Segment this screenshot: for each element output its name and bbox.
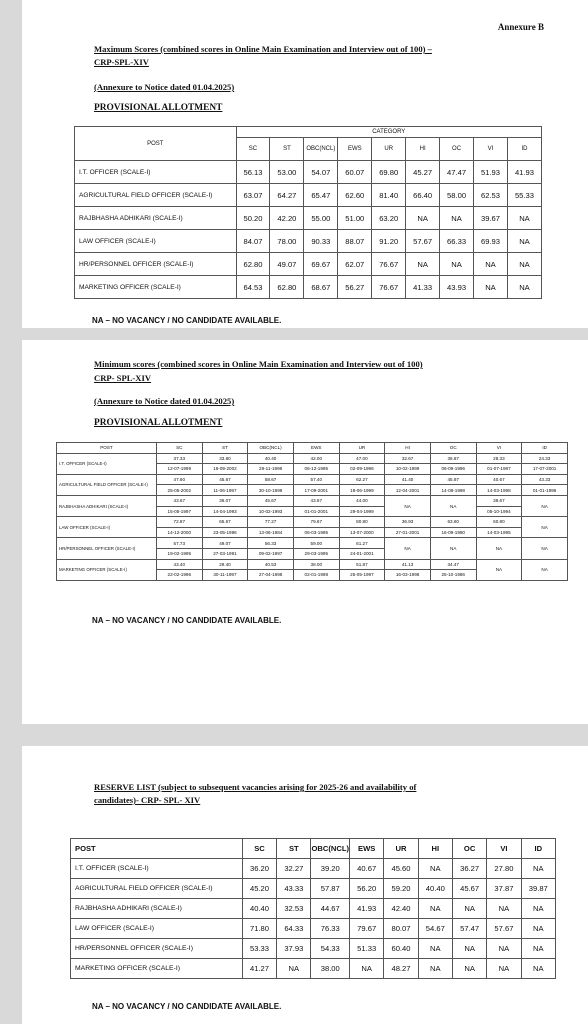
score-cell: 43.40 xyxy=(156,559,202,570)
table-row xyxy=(71,859,556,879)
score-cell: 64.33 xyxy=(277,919,311,939)
date-cell: 25-05-1997 xyxy=(339,570,385,581)
score-cell: NA xyxy=(452,959,486,979)
post-name: LAW OFFICER (SCALE-I) xyxy=(75,230,237,253)
min-scores-table xyxy=(56,442,568,581)
score-cell: 72.87 xyxy=(156,517,202,528)
score-cell: 62.53 xyxy=(474,184,508,207)
table-row xyxy=(75,161,542,184)
date-cell: 29-04-1999 xyxy=(339,506,385,517)
score-cell: 71.80 xyxy=(242,919,276,939)
date-cell: 25-05-2002 xyxy=(156,485,202,496)
score-cell: 69.93 xyxy=(474,230,508,253)
na-note: NA – NO VACANCY / NO CANDIDATE AVAILABLE. xyxy=(92,316,282,325)
score-cell: NA xyxy=(430,495,476,516)
score-cell: 63.60 xyxy=(430,517,476,528)
score-cell: 36.20 xyxy=(242,859,276,879)
date-cell: 29-11-1998 xyxy=(248,464,294,475)
score-cell: 47.47 xyxy=(440,161,474,184)
score-cell: NA xyxy=(430,538,476,559)
score-cell: 38.00 xyxy=(311,959,350,979)
score-cell: NA xyxy=(521,959,555,979)
score-cell: NA xyxy=(487,959,521,979)
score-cell: 62.07 xyxy=(338,253,372,276)
score-cell: NA xyxy=(385,538,431,559)
score-cell: 54.67 xyxy=(418,919,452,939)
date-cell: 27-01-2001 xyxy=(385,527,431,538)
score-cell: 62.60 xyxy=(338,184,372,207)
score-cell: 27.80 xyxy=(487,859,521,879)
table-row xyxy=(57,538,568,549)
date-cell: 10-02-1999 xyxy=(385,464,431,475)
score-cell: 65.47 xyxy=(304,184,338,207)
min-scores-heading: Minimum scores (combined scores in Online Main Examination and Interview out of 100) xyxy=(94,359,423,369)
score-cell: NA xyxy=(418,959,452,979)
score-cell: 54.33 xyxy=(311,939,350,959)
score-cell: NA xyxy=(418,859,452,879)
column-header: OC xyxy=(430,443,476,454)
score-cell: NA xyxy=(476,559,522,580)
score-cell: 41.93 xyxy=(350,899,384,919)
page-section-2 xyxy=(22,340,588,724)
score-cell: 56.27 xyxy=(338,276,372,299)
date-cell: 09-02-1997 xyxy=(248,548,294,559)
date-cell: 14-08-1998 xyxy=(430,485,476,496)
date-cell: 12-07-1999 xyxy=(156,464,202,475)
post-name: AGRICULTURAL FIELD OFFICER (SCALE-I) xyxy=(71,879,243,899)
table-row xyxy=(57,559,568,570)
score-cell: 47.60 xyxy=(156,474,202,485)
column-header: SC xyxy=(236,138,270,161)
score-cell: 29.40 xyxy=(202,559,248,570)
table-row xyxy=(71,959,556,979)
score-cell: NA xyxy=(521,939,555,959)
score-cell: 51.00 xyxy=(338,207,372,230)
score-cell: 51.33 xyxy=(350,939,384,959)
score-cell: 41.33 xyxy=(406,276,440,299)
table-row xyxy=(71,879,556,899)
score-cell: 69.80 xyxy=(372,161,406,184)
date-cell: 14-03-1995 xyxy=(476,527,522,538)
table-row xyxy=(71,939,556,959)
date-cell: 13-06-1984 xyxy=(248,527,294,538)
score-cell: NA xyxy=(522,517,568,538)
max-scores-notice: (Annexure to Notice dated 01.04.2025) xyxy=(94,82,235,92)
score-cell: 53.33 xyxy=(242,939,276,959)
score-cell: 40.40 xyxy=(248,453,294,464)
date-cell: 02-01-1998 xyxy=(293,570,339,581)
score-cell: NA xyxy=(474,253,508,276)
score-cell: 66.33 xyxy=(440,230,474,253)
column-header: HI xyxy=(385,443,431,454)
date-cell: 27-03-1991 xyxy=(202,548,248,559)
score-cell: 91.20 xyxy=(372,230,406,253)
score-cell: 62.27 xyxy=(339,474,385,485)
date-cell: 30-11-1997 xyxy=(202,570,248,581)
post-name: HR/PERSONNEL OFFICER (SCALE-I) xyxy=(71,939,243,959)
score-cell: 40.40 xyxy=(418,879,452,899)
max-scores-allotment: PROVISIONAL ALLOTMENT xyxy=(94,103,223,113)
score-cell: 39.67 xyxy=(474,207,508,230)
score-cell: NA xyxy=(406,253,440,276)
score-cell: 63.20 xyxy=(372,207,406,230)
table-row xyxy=(75,207,542,230)
date-cell: 02-09-1996 xyxy=(339,464,385,475)
score-cell: 81.40 xyxy=(372,184,406,207)
score-cell: 48.27 xyxy=(384,959,418,979)
score-cell: 55.00 xyxy=(304,207,338,230)
date-cell: 01-07-1987 xyxy=(476,464,522,475)
score-cell: 60.40 xyxy=(384,939,418,959)
date-cell: 23-05-1996 xyxy=(202,527,248,538)
score-cell: 40.40 xyxy=(242,899,276,919)
score-cell: NA xyxy=(385,495,431,516)
score-cell: 45.20 xyxy=(242,879,276,899)
date-cell: 27-04-1998 xyxy=(248,570,294,581)
score-cell: NA xyxy=(440,253,474,276)
post-name: LAW OFFICER (SCALE-I) xyxy=(57,517,157,538)
post-name: RAJBHASHA ADHIKARI (SCALE-I) xyxy=(71,899,243,919)
score-cell: 69.67 xyxy=(304,253,338,276)
post-name: RAJBHASHA ADHIKARI (SCALE-I) xyxy=(75,207,237,230)
post-name: MARKETING OFFICER (SCALE-I) xyxy=(71,959,243,979)
score-cell: 80.80 xyxy=(339,517,385,528)
date-cell: 14-03-1998 xyxy=(476,485,522,496)
score-cell: 51.87 xyxy=(339,559,385,570)
score-cell: 57.67 xyxy=(487,919,521,939)
score-cell: 90.33 xyxy=(304,230,338,253)
score-cell: 49.07 xyxy=(270,253,304,276)
table-row xyxy=(57,453,568,464)
date-cell: 16-09-1990 xyxy=(430,527,476,538)
score-cell: 42.00 xyxy=(293,453,339,464)
column-header: ID xyxy=(521,839,555,859)
score-cell: 44.67 xyxy=(311,899,350,919)
score-cell: 47.00 xyxy=(339,453,385,464)
score-cell: 45.67 xyxy=(452,879,486,899)
score-cell: 55.33 xyxy=(507,184,541,207)
score-cell: 79.67 xyxy=(293,517,339,528)
score-cell: 43.33 xyxy=(277,879,311,899)
score-cell: 50.20 xyxy=(236,207,270,230)
column-header: HI xyxy=(406,138,440,161)
score-cell: 42.20 xyxy=(270,207,304,230)
column-header: UR xyxy=(339,443,385,454)
date-cell: 24-01-2001 xyxy=(339,548,385,559)
score-cell: 41.27 xyxy=(242,959,276,979)
score-cell: 41.40 xyxy=(385,474,431,485)
score-cell: NA xyxy=(406,207,440,230)
score-cell: 64.27 xyxy=(270,184,304,207)
post-name: HR/PERSONNEL OFFICER (SCALE-I) xyxy=(75,253,237,276)
score-cell: 60.07 xyxy=(338,161,372,184)
score-cell: 68.67 xyxy=(304,276,338,299)
score-cell: NA xyxy=(440,207,474,230)
score-cell: NA xyxy=(487,899,521,919)
table-row xyxy=(75,230,542,253)
column-header: OC xyxy=(440,138,474,161)
score-cell: 56.13 xyxy=(236,161,270,184)
score-cell: 43.67 xyxy=(293,495,339,506)
score-cell: 59.20 xyxy=(384,879,418,899)
score-cell: NA xyxy=(476,538,522,559)
table-row xyxy=(75,276,542,299)
column-header: EWS xyxy=(350,839,384,859)
column-header: ST xyxy=(277,839,311,859)
post-name: LAW OFFICER (SCALE-I) xyxy=(71,919,243,939)
score-cell: 24.33 xyxy=(522,453,568,464)
date-cell: 16-03-1998 xyxy=(385,570,431,581)
max-scores-heading: Maximum Scores (combined scores in Online Main Examination and Interview out of 100) – xyxy=(94,44,432,54)
min-scores-notice: (Annexure to Notice dated 01.04.2025) xyxy=(94,396,235,406)
page-section-3 xyxy=(22,746,588,1024)
score-cell: 38.00 xyxy=(293,559,339,570)
score-cell: 63.07 xyxy=(236,184,270,207)
score-cell: 84.07 xyxy=(236,230,270,253)
score-cell: 33.80 xyxy=(202,453,248,464)
post-name: AGRICULTURAL FIELD OFFICER (SCALE-I) xyxy=(57,474,157,495)
score-cell: 32.67 xyxy=(385,453,431,464)
score-cell: 39.67 xyxy=(476,495,522,506)
score-cell: 62.80 xyxy=(236,253,270,276)
score-cell: 43.93 xyxy=(440,276,474,299)
score-cell: 37.87 xyxy=(487,879,521,899)
score-cell: 80.07 xyxy=(384,919,418,939)
score-cell: 64.53 xyxy=(236,276,270,299)
date-cell: 14-12-2000 xyxy=(156,527,202,538)
column-header: SC xyxy=(156,443,202,454)
score-cell: 54.07 xyxy=(304,161,338,184)
max-scores-table xyxy=(74,126,542,299)
date-cell: 12-04-2001 xyxy=(385,485,431,496)
score-cell: NA xyxy=(507,276,541,299)
score-cell: NA xyxy=(487,939,521,959)
max-scores-heading-2: CRP-SPL-XIV xyxy=(94,57,149,67)
na-note: NA – NO VACANCY / NO CANDIDATE AVAILABLE. xyxy=(92,616,282,625)
post-name: RAJBHASHA ADHIKARI (SCALE-I) xyxy=(57,495,157,516)
score-cell: 61.27 xyxy=(339,538,385,549)
score-cell: 45.27 xyxy=(406,161,440,184)
column-header: EWS xyxy=(338,138,372,161)
column-header: UR xyxy=(372,138,406,161)
score-cell: 44.00 xyxy=(339,495,385,506)
date-cell: 29-03-1995 xyxy=(293,548,339,559)
reserve-list-table xyxy=(70,838,556,979)
date-cell: 30-10-1999 xyxy=(248,485,294,496)
table-row xyxy=(57,474,568,485)
post-name: I.T. OFFICER (SCALE-I) xyxy=(71,859,243,879)
score-cell: 45.67 xyxy=(202,474,248,485)
score-cell: NA xyxy=(277,959,311,979)
score-cell: 40.53 xyxy=(248,559,294,570)
score-cell: 62.80 xyxy=(270,276,304,299)
score-cell: 58.00 xyxy=(440,184,474,207)
score-cell: NA xyxy=(522,538,568,559)
post-name: HR/PERSONNEL OFFICER (SCALE-I) xyxy=(57,538,157,559)
score-cell: 36.93 xyxy=(385,517,431,528)
date-cell: 06-12-1995 xyxy=(293,464,339,475)
column-header: HI xyxy=(418,839,452,859)
score-cell: 79.67 xyxy=(350,919,384,939)
score-cell: 60.80 xyxy=(476,517,522,528)
score-cell: NA xyxy=(474,276,508,299)
score-cell: 56.33 xyxy=(248,538,294,549)
column-header: ST xyxy=(202,443,248,454)
score-cell: NA xyxy=(350,959,384,979)
column-header: SC xyxy=(242,839,276,859)
score-cell: 32.53 xyxy=(277,899,311,919)
score-cell: 76.67 xyxy=(372,276,406,299)
score-cell: 57.67 xyxy=(406,230,440,253)
column-header: OBC(NCL) xyxy=(311,839,350,859)
score-cell: NA xyxy=(452,899,486,919)
score-cell: 36.07 xyxy=(202,495,248,506)
post-name: I.T. OFFICER (SCALE-I) xyxy=(75,161,237,184)
score-cell: 45.87 xyxy=(430,474,476,485)
table-row xyxy=(75,184,542,207)
min-scores-heading-2: CRP- SPL-XIV xyxy=(94,373,152,383)
date-cell: 18-06-1999 xyxy=(339,485,385,496)
score-cell: NA xyxy=(521,899,555,919)
date-cell: 11-06-1997 xyxy=(202,485,248,496)
score-cell: 45.60 xyxy=(384,859,418,879)
column-header: ID xyxy=(522,443,568,454)
score-cell: 76.67 xyxy=(372,253,406,276)
table-row xyxy=(57,517,568,528)
score-cell: NA xyxy=(522,559,568,580)
date-cell: 19-02-1995 xyxy=(156,548,202,559)
score-cell: NA xyxy=(418,899,452,919)
category-header: CATEGORY xyxy=(236,127,541,138)
score-cell: 49.07 xyxy=(202,538,248,549)
date-cell: 25-10-1986 xyxy=(430,570,476,581)
min-scores-allotment: PROVISIONAL ALLOTMENT xyxy=(94,418,223,428)
date-cell: 17-09-2001 xyxy=(293,485,339,496)
reserve-list-heading-2: candidates)- CRP- SPL- XIV xyxy=(94,795,201,805)
column-header: ST xyxy=(270,138,304,161)
date-cell: 05-10-1994 xyxy=(476,506,522,517)
table-row xyxy=(71,899,556,919)
score-cell: NA xyxy=(521,919,555,939)
score-cell: 43.67 xyxy=(156,495,202,506)
table-row xyxy=(75,253,542,276)
date-cell: 14-04-1993 xyxy=(202,506,248,517)
column-header: POST xyxy=(71,839,243,859)
score-cell: 76.33 xyxy=(311,919,350,939)
date-cell: 16-09-2002 xyxy=(202,464,248,475)
score-cell: 88.07 xyxy=(338,230,372,253)
score-cell: 57.40 xyxy=(293,474,339,485)
date-cell: 22-02-1996 xyxy=(156,570,202,581)
column-header: ID xyxy=(507,138,541,161)
score-cell: 51.93 xyxy=(474,161,508,184)
score-cell: 34.47 xyxy=(430,559,476,570)
score-cell: 41.93 xyxy=(507,161,541,184)
score-cell: 56.20 xyxy=(350,879,384,899)
column-header: POST xyxy=(57,443,157,454)
score-cell: NA xyxy=(507,207,541,230)
score-cell: 77.27 xyxy=(248,517,294,528)
score-cell: NA xyxy=(452,939,486,959)
post-name: I.T. OFFICER (SCALE-I) xyxy=(57,453,157,474)
score-cell: 41.13 xyxy=(385,559,431,570)
score-cell: 39.87 xyxy=(521,879,555,899)
date-cell: 10-02-1993 xyxy=(248,506,294,517)
column-header: VI xyxy=(487,839,521,859)
column-header: VI xyxy=(474,138,508,161)
score-cell: 66.40 xyxy=(406,184,440,207)
annexure-label: Annexure B xyxy=(497,22,544,32)
date-cell: 01-01-1996 xyxy=(522,485,568,496)
score-cell: 43.33 xyxy=(522,474,568,485)
date-cell: 15-05-1997 xyxy=(156,506,202,517)
date-cell: 13-07-2000 xyxy=(339,527,385,538)
score-cell: 32.27 xyxy=(277,859,311,879)
reserve-list-heading: RESERVE LIST (subject to subsequent vacancies arising for 2025-26 and availability of xyxy=(94,782,417,792)
na-note: NA – NO VACANCY / NO CANDIDATE AVAILABLE. xyxy=(92,1002,282,1011)
date-cell: 01-01-2001 xyxy=(293,506,339,517)
score-cell: 57.73 xyxy=(156,538,202,549)
column-header: OC xyxy=(452,839,486,859)
score-cell: 36.27 xyxy=(452,859,486,879)
score-cell: 59.00 xyxy=(293,538,339,549)
post-name: MARKETING OFFICER (SCALE-I) xyxy=(75,276,237,299)
score-cell: 45.67 xyxy=(248,495,294,506)
score-cell: 57.47 xyxy=(452,919,486,939)
date-cell: 06-03-1995 xyxy=(293,527,339,538)
score-cell: 40.67 xyxy=(350,859,384,879)
table-row xyxy=(57,495,568,506)
date-cell: 06-09-1996 xyxy=(430,464,476,475)
score-cell: NA xyxy=(521,859,555,879)
post-name: MARKETING OFFICER (SCALE-I) xyxy=(57,559,157,580)
post-name: AGRICULTURAL FIELD OFFICER (SCALE-I) xyxy=(75,184,237,207)
column-header: OBC(NCL) xyxy=(304,138,338,161)
score-cell: NA xyxy=(507,230,541,253)
score-cell: 58.67 xyxy=(248,474,294,485)
score-cell: 39.20 xyxy=(311,859,350,879)
column-header: VI xyxy=(476,443,522,454)
score-cell: 53.00 xyxy=(270,161,304,184)
score-cell: NA xyxy=(507,253,541,276)
date-cell: 17-07-2001 xyxy=(522,464,568,475)
score-cell: NA xyxy=(418,939,452,959)
column-header: UR xyxy=(384,839,418,859)
score-cell: 65.67 xyxy=(202,517,248,528)
score-cell: 37.93 xyxy=(277,939,311,959)
score-cell: 36.87 xyxy=(430,453,476,464)
score-cell: 37.33 xyxy=(156,453,202,464)
table-row xyxy=(71,919,556,939)
score-cell: 42.40 xyxy=(384,899,418,919)
column-header: EWS xyxy=(293,443,339,454)
column-header: OBC(NCL) xyxy=(248,443,294,454)
post-header: POST xyxy=(75,127,237,161)
page-section-1 xyxy=(22,0,588,328)
score-cell: 40.67 xyxy=(476,474,522,485)
score-cell: 28.33 xyxy=(476,453,522,464)
score-cell: NA xyxy=(522,495,568,516)
score-cell: 57.87 xyxy=(311,879,350,899)
score-cell: 78.00 xyxy=(270,230,304,253)
